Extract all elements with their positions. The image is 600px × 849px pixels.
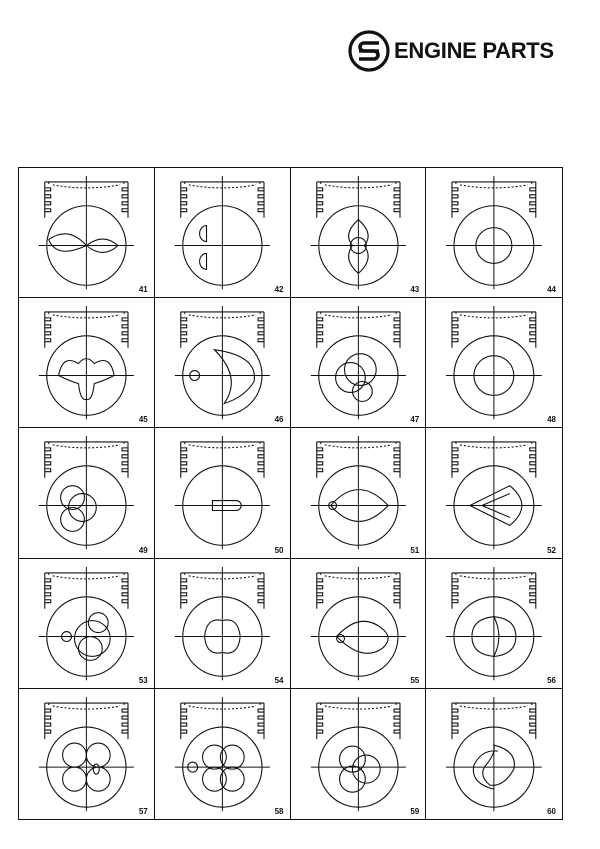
- item-number: 54: [274, 675, 284, 685]
- piston-item: [155, 559, 291, 689]
- item-number: 42: [274, 285, 284, 295]
- item-number: 50: [274, 545, 284, 555]
- piston-drawing: [291, 689, 426, 819]
- piston-item: [19, 559, 155, 689]
- piston-drawing: [19, 428, 154, 557]
- piston-item: [291, 689, 427, 819]
- item-number: 49: [138, 545, 148, 555]
- piston-item: [19, 689, 155, 819]
- item-number: 57: [138, 806, 148, 816]
- piston-item: [155, 428, 291, 558]
- piston-item: [19, 428, 155, 558]
- piston-drawing: [426, 298, 562, 427]
- brand-text: ENGINE PARTS: [394, 38, 554, 63]
- piston-item: [291, 168, 427, 298]
- piston-drawing: [155, 168, 290, 297]
- piston-item: [155, 168, 291, 298]
- piston-item: [426, 428, 562, 558]
- piston-drawing: [291, 298, 426, 427]
- item-number: 45: [138, 415, 148, 425]
- piston-drawing: [426, 689, 562, 819]
- piston-drawing: [19, 168, 154, 297]
- item-number: 52: [547, 545, 556, 555]
- piston-drawing: [155, 298, 290, 427]
- item-number: 55: [410, 675, 420, 685]
- item-number: 59: [410, 806, 420, 816]
- item-number: 47: [410, 415, 420, 425]
- item-number: 51: [410, 545, 420, 555]
- piston-item: [19, 298, 155, 428]
- piston-drawing: [19, 559, 154, 688]
- item-number: 44: [547, 285, 556, 295]
- piston-drawing: [426, 559, 562, 688]
- piston-drawing: [19, 689, 154, 819]
- piston-drawing: [155, 559, 290, 688]
- piston-drawing: [426, 168, 562, 297]
- item-number: 43: [410, 285, 420, 295]
- piston-catalog-grid: [18, 167, 563, 820]
- piston-item: [291, 298, 427, 428]
- item-number: 53: [138, 675, 148, 685]
- ge-circle-logo-icon: [348, 30, 390, 72]
- piston-item: [291, 559, 427, 689]
- piston-drawing: [19, 298, 154, 427]
- piston-drawing: [426, 428, 562, 557]
- piston-item: [426, 298, 562, 428]
- piston-drawing: [291, 559, 426, 688]
- item-number: 41: [138, 285, 148, 295]
- item-number: 56: [547, 675, 556, 685]
- piston-item: [426, 168, 562, 298]
- piston-drawing: [291, 168, 426, 297]
- piston-item: [291, 428, 427, 558]
- piston-item: [426, 689, 562, 819]
- piston-item: [426, 559, 562, 689]
- piston-drawing: [155, 689, 290, 819]
- item-number: 60: [547, 806, 556, 816]
- piston-drawing: [155, 428, 290, 557]
- piston-item: [19, 168, 155, 298]
- piston-item: [155, 298, 291, 428]
- piston-drawing: [291, 428, 426, 557]
- item-number: 46: [274, 415, 284, 425]
- piston-item: [155, 689, 291, 819]
- brand-header: [348, 28, 578, 74]
- item-number: 58: [274, 806, 284, 816]
- item-number: 48: [547, 415, 556, 425]
